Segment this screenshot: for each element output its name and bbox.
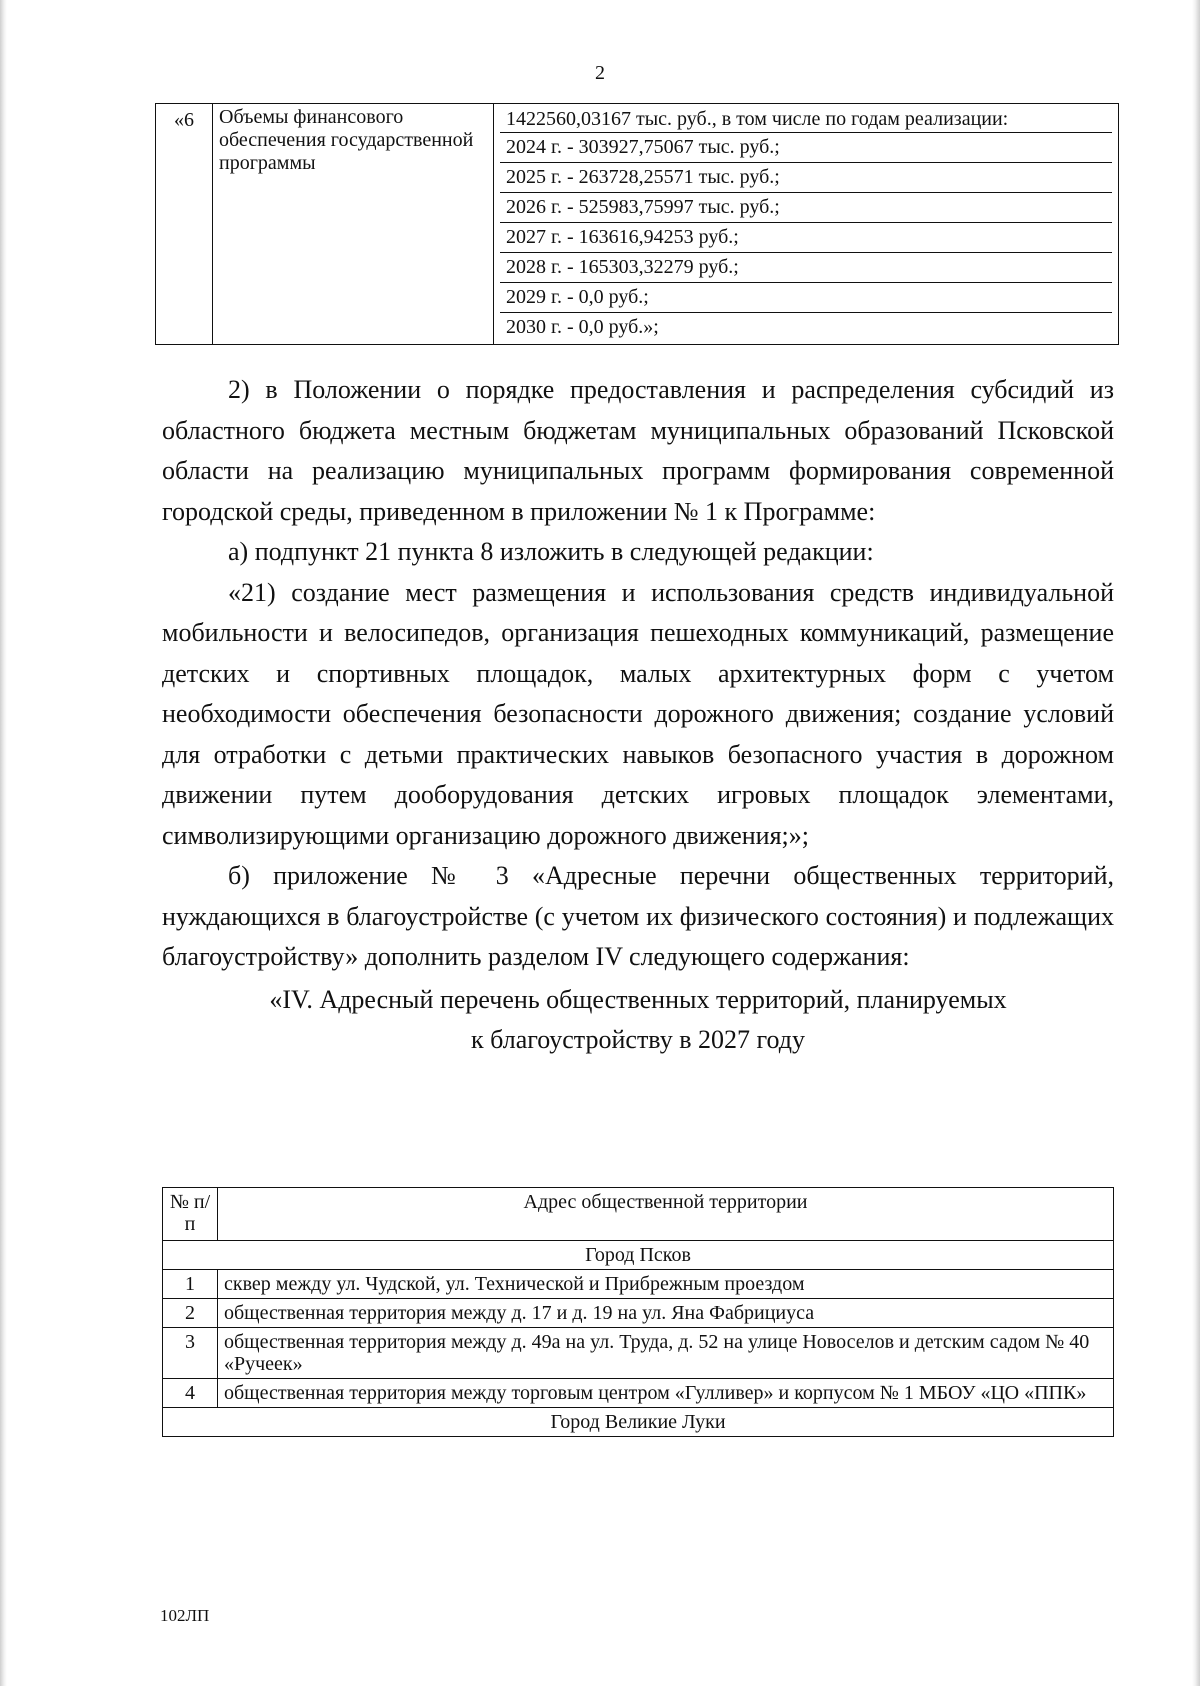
city-row [163,1408,1114,1437]
finance-year-line: 2030 г. - 0,0 руб.»; [506,316,659,338]
table-row [163,1379,1114,1408]
paragraph-a: а) подпункт 21 пункта 8 изложить в следующей редакции: [228,537,874,566]
finance-year-line: 2024 г. - 303927,75067 тыс. руб.; [500,133,1112,163]
body-text [162,370,1114,1060]
document-code: 102ЛП [160,1606,210,1625]
column-header-number: № п/п [163,1188,218,1241]
finance-row-values [494,104,1119,345]
finance-year-line: 2025 г. - 263728,25571 тыс. руб.; [500,163,1112,193]
row-address: общественная территория между д. 17 и д. 19 на ул. Яна Фабрициуса [218,1299,1114,1328]
row-address: сквер между ул. Чудской, ул. Технической и Прибрежным проездом [218,1270,1114,1299]
finance-row-label: Объемы финансового обеспечения государственной программы [213,104,494,345]
row-number: 1 [163,1270,218,1299]
table-row [163,1328,1114,1379]
section-heading-line-2: к благоустройству в 2027 году [471,1024,805,1054]
table-row [163,1270,1114,1299]
address-table-header [163,1188,1114,1241]
page-number: 2 [595,62,605,84]
section-heading-line-1: «IV. Адресный перечень общественных территорий, планируемых [269,984,1007,1014]
scan-edge-right [1192,0,1200,1686]
scan-edge-left [0,0,7,1686]
finance-year-line: 2029 г. - 0,0 руб.; [500,283,1112,313]
row-number: 4 [163,1379,218,1408]
row-address: общественная территория между д. 49а на ул. Труда, д. 52 на улице Новоселов и детским садом № 40 «Ручеек» [218,1328,1114,1379]
column-header-address: Адрес общественной территории [218,1188,1114,1241]
row-address: общественная территория между торговым центром «Гулливер» и корпусом № 1 МБОУ «ЦО «ППК» [218,1379,1114,1408]
city-name: Город Псков [163,1241,1114,1270]
table-row [163,1299,1114,1328]
city-row [163,1241,1114,1270]
city-name: Город Великие Луки [163,1408,1114,1437]
finance-table [155,103,1119,345]
paragraph-21: «21) создание мест размещения и использования средств индивидуальной мобильности и велосипедов, организация пешеходных коммуникаций, размещение детских и спортивных площадок, малых архитектурных форм с учетом необходимости обеспечения безопасности дорожного движения; создание условий для отработки с детьми практических навыков безопасного участия в дорожном движении путем дооборудования детских игровых площадок элементами, символизирующими организацию дорожного движения;»; [162,577,1114,850]
row-number: 2 [163,1299,218,1328]
paragraph-2: 2) в Положении о порядке предоставления и распределения субсидий из областного бюджета местным бюджетам муниципальных образований Псковской области на реализацию муниципальных программ формирования современной городской среды, приведенном в приложении № 1 к Программе: [162,375,1114,526]
finance-total: 1422560,03167 тыс. руб., в том числе по годам реализации: [500,106,1112,133]
address-table [162,1187,1114,1437]
row-number: 3 [163,1328,218,1379]
finance-year-line: 2027 г. - 163616,94253 руб.; [500,223,1112,253]
finance-year-line: 2026 г. - 525983,75997 тыс. руб.; [500,193,1112,223]
finance-row [156,104,1119,345]
finance-year-line: 2028 г. - 165303,32279 руб.; [500,253,1112,283]
finance-row-number: «6 [156,104,213,345]
paragraph-b: б) приложение № 3 «Адресные перечни общественных территорий, нуждающихся в благоустройстве (с учетом их физического состояния) и подлежащих благоустройству» дополнить разделом IV следующего содержания: [162,861,1114,971]
